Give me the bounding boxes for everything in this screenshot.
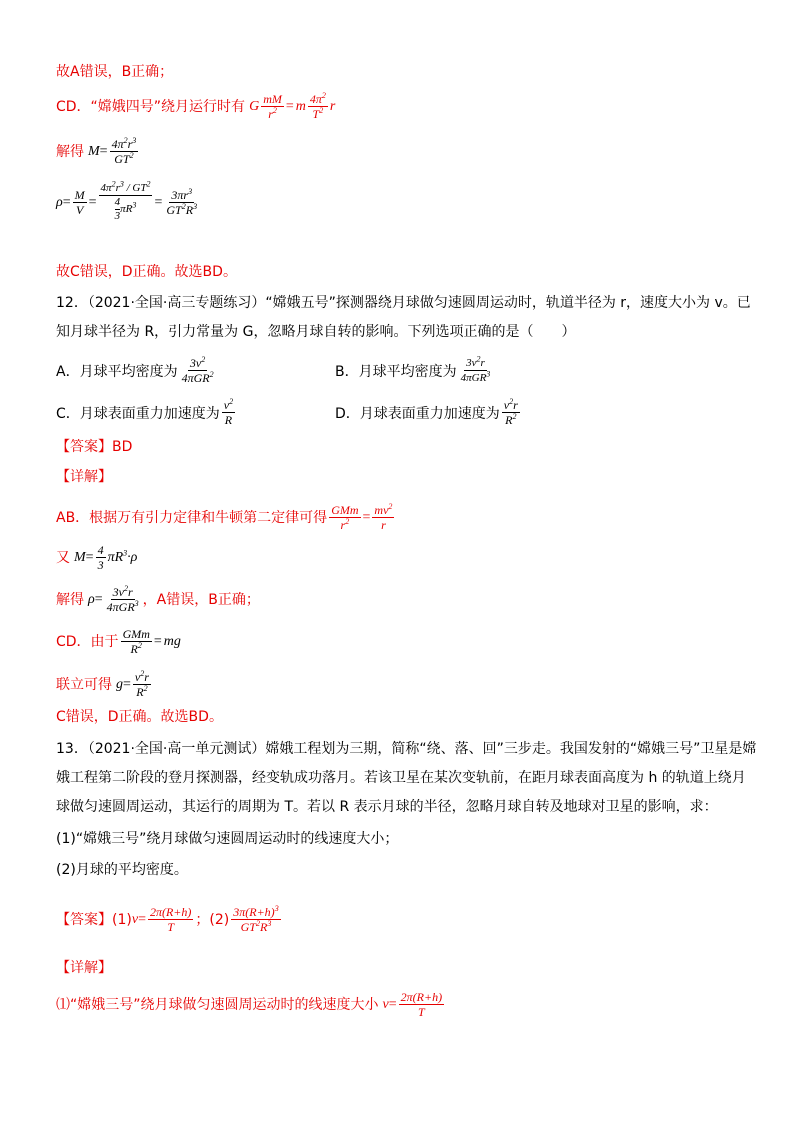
text-segment: CD．“嫦娥四号”绕月运行时有 (56, 98, 246, 115)
equation-line: CD．由于 $\frac{\text{GMm}}{R^2}$ = mg (56, 627, 181, 656)
text-segment: ⑴“嫦娥三号”绕月球做匀速圆周运动时的线速度大小 (56, 996, 379, 1013)
option-d: D．月球表面重力加速度为 $\frac{v^2r}{R^2}$ (335, 397, 518, 427)
question-12-stem: 12．（2021·全国·高三专题练习）“嫦娥五号”探测器绕月球做匀速圆周运动时，轨道半径为 r，速度大小为 v。已 (56, 295, 751, 311)
answer-label: 【答案】BD (56, 439, 133, 455)
text-line: C错误，D正确。故选BD。 (56, 709, 223, 725)
equation-line: ρ = $\frac{M}{V}$ = $4\pi^2r^3 / GT^2$ $\frac{4}{3}$ $\pi R^3$ = $\frac{3\pi r^3}{GT^2R^3}$ (56, 179, 198, 222)
text-segment: 联立可得 (56, 676, 112, 693)
text-segment: CD．由于 (56, 633, 119, 650)
answer-line: 【答案】 (1) v = $\frac{2\pi(R+h)}{T}$ ；(2) $\frac{3\pi(R+h)^3}{GT^2R^3}$ (56, 904, 279, 934)
option-c: C．月球表面重力加速度为 $\frac{v^2}{R}$ (56, 397, 234, 427)
option-b: B．月球平均密度为 $\frac{3v^2r}{4\pi GR^3}$ (335, 354, 491, 384)
text-line: 故C错误，D正确。故选BD。 (56, 264, 237, 280)
text-segment: ，A错误，B正确； (142, 591, 260, 608)
text-segment: 解得 (56, 591, 84, 608)
answer-label: 【答案】 (56, 911, 112, 928)
text-segment: 又 (56, 549, 70, 566)
option-label: D．月球表面重力加速度为 (335, 405, 500, 422)
option-label: B．月球平均密度为 (335, 363, 457, 380)
option-label: A．月球平均密度为 (56, 363, 178, 380)
equation-line: 联立可得 g = $\frac{v^2r}{R^2}$ (56, 669, 149, 699)
question-13-stem: 娥工程第二阶段的登月探测器，经变轨成功落月。若该卫星在某次变轨前，在距月球表面高度为 h 的轨道上绕月 (56, 770, 746, 786)
text-segment: ；(2) (195, 911, 230, 928)
equation-line: 解得 M = $\frac{4\pi^2r^3}{GT^2}$ (56, 136, 137, 166)
equation-line: ⑴“嫦娥三号”绕月球做匀速圆周运动时的线速度大小 v = $\frac{2\pi(R+h)}{T}$ (56, 990, 443, 1019)
equation-line: CD．“嫦娥四号”绕月运行时有 G $\frac{mM}{r^2}$ = m $\frac{4\pi^2}{T^2}$ r (56, 91, 336, 121)
question-13-part: (1)“嫦娥三号”绕月球做匀速圆周运动时的线速度大小； (56, 831, 399, 847)
detail-label: 【详解】 (56, 469, 112, 485)
text-segment: AB．根据万有引力定律和牛顿第二定律可得 (56, 509, 328, 526)
text-line: 故A错误，B正确； (56, 64, 174, 80)
option-label: C．月球表面重力加速度为 (56, 405, 220, 422)
question-13-stem: 13．（2021·全国·高一单元测试）嫦娥工程划为三期，简称“绕、落、回”三步走。我国发射的“嫦娥三号”卫星是嫦 (56, 741, 757, 757)
text-segment: (1) (112, 911, 132, 928)
question-13-part: (2)月球的平均密度。 (56, 862, 188, 878)
option-a: A．月球平均密度为 $\frac{3v^2}{4\pi GR^2}$ (56, 355, 214, 385)
question-13-stem: 球做匀速圆周运动，其运行的周期为 T。若以 R 表示月球的半径，忽略月球自转及地球对卫星的影响，求： (56, 799, 718, 815)
text-segment: 解得 (56, 143, 84, 160)
equation-line: 解得 ρ = $\frac{3v^2r}{4\pi GR^3}$ ，A错误，B正确； (56, 584, 260, 614)
question-12-stem: 知月球半径为 R，引力常量为 G，忽略月球自转的影响。下列选项正确的是（ ） (56, 324, 576, 340)
equation-line: AB．根据万有引力定律和牛顿第二定律可得 $\frac{\text{GMm}}{r^2}$ = $\frac{mv^2}{r}$ (56, 502, 393, 532)
equation-line: 又 M = $\frac{4}{3}$ $\pi R^3\cdot\rho$ (56, 543, 138, 572)
detail-label: 【详解】 (56, 960, 112, 976)
